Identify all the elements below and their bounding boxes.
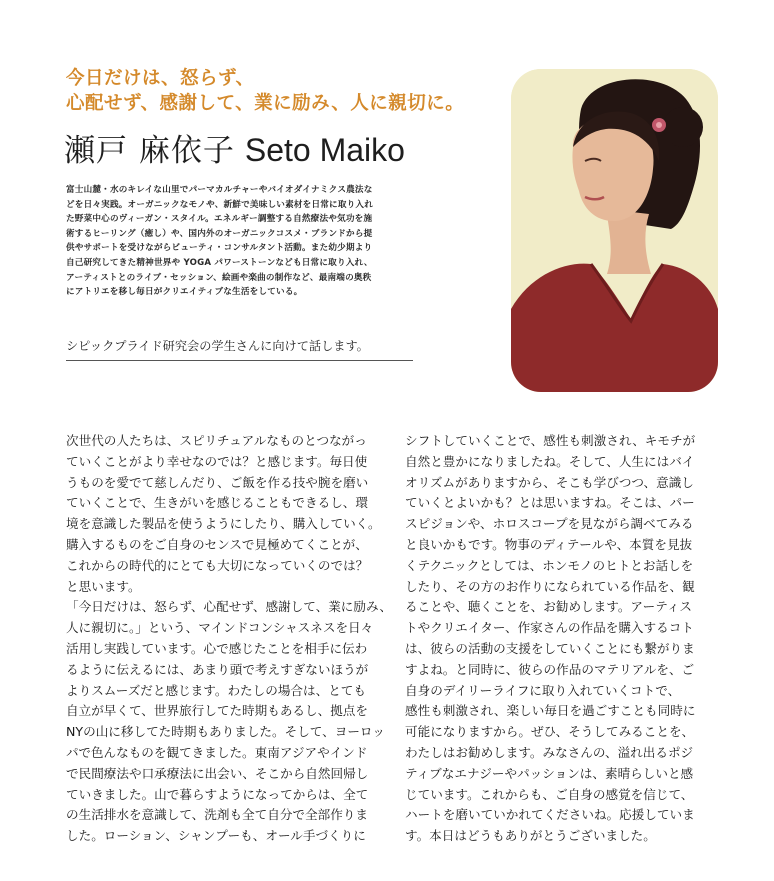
bio-line: 術するヒーリング（癒し）や、国内外のオーガニックコスメ・ブランドから提	[66, 228, 373, 239]
body-line: ティブなエナジーやパッションは、素晴らしいと感	[405, 765, 694, 781]
body-line: と良いかもです。物事のディテールや、本質を見抜	[405, 536, 693, 552]
body-line: シフトしていくことで、感性も刺激され、キモチが	[405, 433, 696, 448]
portrait-photo	[511, 69, 718, 392]
body-line: 活用し実践しています。心で感じたことを相手に伝わ	[66, 640, 368, 656]
body-line: したり、その方のお作りになられている作品を、観	[405, 578, 695, 594]
body-line: オリズムがありますから、そこも学びつつ、意識し	[405, 474, 694, 490]
body-line: ることや、聴くことを、お勧めします。アーティス	[405, 599, 693, 615]
body-line: 自立が早くて、世界旅行してた時期もあるし、拠点を	[66, 703, 368, 719]
bio-line: にアトリエを移し毎日がクリエイティブな生活をしている。	[66, 287, 303, 298]
body-line: の生活排水を意識して、洗剤も全て自分で全部作りま	[66, 807, 368, 823]
author-name-en: Seto Maiko	[244, 132, 405, 168]
author-name-ja: 瀬戸 麻依子	[64, 133, 235, 169]
body-line: す。本日はどうもありがとうございました。	[405, 828, 656, 844]
body-line: 次世代の人たちは、スピリチュアルなものとつながっ	[66, 433, 367, 448]
headline	[66, 66, 506, 116]
bio-line: 自己研究してきた精神世界や YOGA パワーストーンなども日常に取り入れ、	[66, 257, 373, 268]
body-line: うものを愛でて慈しんだり、ご飯を作る技や腕を磨い	[66, 474, 369, 490]
body-line: トやクリエイター、作家さんの作品を購入するコト	[405, 620, 694, 636]
body-line: これからの時代的にとても大切になっていくのでは？	[66, 557, 369, 573]
author-name	[64, 130, 405, 171]
portrait-illustration	[511, 69, 718, 392]
body-line: 「今日だけは、怒らず、心配せず、感謝して、業に励み、	[66, 599, 392, 615]
body-line: るように伝えるには、あまり頭で考えすぎないほうが	[66, 661, 369, 677]
body-line: ハートを磨いていかれてくださいね。応援していま	[405, 807, 695, 823]
body-line: よりスムーズだと感じます。わたしの場合は、とても	[66, 682, 366, 698]
body-line: 境を意識した製品を使うようにしたり、購入していく。	[66, 516, 381, 532]
body-column-left	[66, 431, 391, 847]
body-line: スピジョンや、ホロスコープを見ながら調べてみる	[405, 516, 694, 532]
bio-line: どを日々実践。オーガニックなモノや、新鮮で美味しい素材を日常に取り入れ	[66, 199, 374, 210]
body-line: NYの山に移してた時期もありました。そして、ヨーロッ	[66, 724, 385, 740]
headline-line-1: 今日だけは、怒らず、	[66, 68, 255, 89]
body-line: は、彼らの活動の支援をしていくことにも繋がりま	[405, 640, 695, 656]
body-line: わたしはお勧めします。みなさんの、溢れ出るポジ	[405, 744, 694, 760]
body-line: 人に親切に。」という、マインドコンシャスネスを日々	[66, 620, 374, 636]
body-line: じています。これからも、ご自身の感覚を信じて、	[405, 786, 694, 802]
bio-line: 富士山麓・水のキレイな山里でパーマカルチャーやバイオダイナミクス農法な	[66, 185, 373, 195]
bio-line: アーティストとのライブ・セッション、絵画や楽曲の制作など、最南端の奥秩	[66, 272, 372, 283]
body-line: した。ローション、シャンプーも、オール手づくりに	[66, 828, 366, 844]
body-line: パで色んなものを観てきました。東南アジアやインド	[66, 744, 368, 760]
body-line: 自然と豊かになりましたね。そして、人生にはバイ	[405, 453, 695, 469]
body-line: ていくことがより幸せなのでは？と感じます。毎日使	[66, 453, 368, 469]
body-line: 可能になりますから。ぜひ、そうしてみることを、	[405, 724, 695, 740]
body-line: くテクニックとしては、ホンモノのヒトとお話しを	[405, 557, 694, 573]
body-line: と思います。	[66, 578, 141, 594]
bio-paragraph	[66, 183, 486, 300]
body-line: 自身のデイリーライフに取り入れていくコトで、	[405, 682, 681, 698]
section-subtitle: シピックプライド研究会の学生さんに向けて話します。	[66, 337, 413, 361]
body-line: ていくとよいかも？とは思いますね。そこは、パー	[405, 495, 695, 511]
body-line: ていくことで、生きがいを感じることもできるし、環	[66, 495, 368, 511]
body-column-right	[405, 431, 725, 847]
body-line: 感性も刺激され、楽しい毎日を過ごすことも同時に	[405, 703, 696, 719]
bio-line: 供やサポートを受けながらビューティ・コンサルタント活動。また幼少期より	[66, 243, 373, 254]
body-line: すよね。と同時に、彼らの作品のマテリアルを、ご	[405, 661, 695, 677]
bio-line: た野菜中心のヴィーガン・スタイル。エネルギー調整する自然療法や気功を施	[66, 214, 373, 225]
headline-line-2: 心配せず、感謝して、業に励み、人に親切に。	[66, 93, 465, 114]
body-line: で民間療法や口承療法に出会い、そこから自然回帰し	[66, 765, 369, 781]
body-line: 購入するものをご自身のセンスで見極めてくことが、	[66, 536, 368, 552]
body-line: ていきました。山で暮らすようになってからは、全て	[66, 786, 369, 802]
